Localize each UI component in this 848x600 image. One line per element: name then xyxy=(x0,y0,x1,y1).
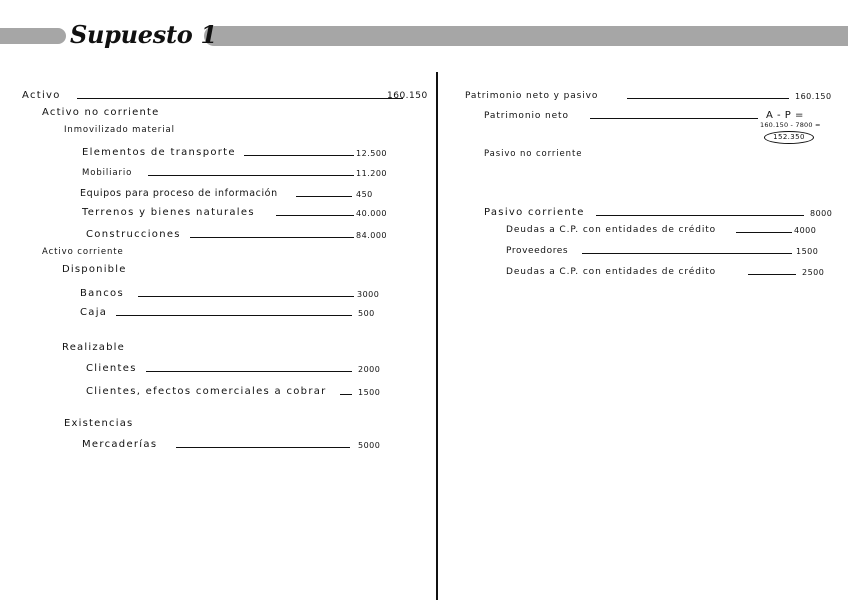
item-value: 450 xyxy=(356,190,373,199)
item-label: Proveedores xyxy=(506,246,569,256)
item-value: 2000 xyxy=(358,365,381,374)
item-label: Bancos xyxy=(80,288,124,299)
leader-line xyxy=(176,447,350,448)
leader-line xyxy=(582,253,792,254)
item-value: 1500 xyxy=(358,388,381,397)
leader-line xyxy=(276,215,354,216)
list-item xyxy=(82,205,402,219)
list-item xyxy=(86,361,406,375)
item-value: 2500 xyxy=(802,268,825,277)
list-item xyxy=(82,165,402,179)
item-value: 40.000 xyxy=(356,209,387,218)
inmovilizado-heading: Inmovilizado material xyxy=(64,125,175,135)
leader-line xyxy=(590,118,758,119)
patrimonio-neto-row xyxy=(484,108,844,122)
pasivo-corriente-label: Pasivo corriente xyxy=(484,207,585,218)
patrimonio-neto-calc: 160.150 - 7800 = xyxy=(760,121,821,129)
title-banner xyxy=(0,22,848,52)
leader-line xyxy=(77,98,403,99)
realizable-heading: Realizable xyxy=(62,342,125,353)
existencias-heading: Existencias xyxy=(64,418,134,429)
list-item xyxy=(86,384,406,398)
list-item xyxy=(80,186,400,200)
item-label: Mobiliario xyxy=(82,168,133,178)
leader-line xyxy=(748,274,796,275)
list-item xyxy=(82,145,402,159)
banner-bar-left xyxy=(0,28,66,44)
leader-line xyxy=(148,175,354,176)
list-item xyxy=(82,437,402,451)
activo-no-corriente-heading: Activo no corriente xyxy=(42,107,160,118)
leader-line xyxy=(296,196,352,197)
item-value: 500 xyxy=(358,309,375,318)
patrimonio-neto-label: Patrimonio neto xyxy=(484,111,569,121)
item-label: Clientes, efectos comerciales a cobrar xyxy=(86,386,327,397)
item-label: Construcciones xyxy=(86,229,181,240)
leader-line xyxy=(244,155,354,156)
list-item xyxy=(506,222,846,236)
patrimonio-neto-result: 152.350 xyxy=(764,131,814,144)
item-label: Clientes xyxy=(86,363,137,374)
activo-row xyxy=(22,88,428,102)
item-value: 3000 xyxy=(357,290,380,299)
item-value: 12.500 xyxy=(356,149,387,158)
column-divider xyxy=(436,72,438,600)
activo-total: 160.150 xyxy=(387,91,428,101)
leader-line xyxy=(596,215,804,216)
item-value: 5000 xyxy=(358,441,381,450)
item-value: 1500 xyxy=(796,247,819,256)
item-label: Deudas a C.P. con entidades de crédito xyxy=(506,225,717,235)
item-value: 4000 xyxy=(794,226,817,235)
item-value: 11.200 xyxy=(356,169,387,178)
patrimonio-pasivo-label: Patrimonio neto y pasivo xyxy=(465,91,599,101)
activo-corriente-heading: Activo corriente xyxy=(42,247,124,257)
disponible-heading: Disponible xyxy=(62,264,127,275)
leader-line xyxy=(146,371,352,372)
item-label: Elementos de transporte xyxy=(82,147,236,158)
leader-line xyxy=(138,296,354,297)
leader-line xyxy=(116,315,352,316)
leader-line xyxy=(736,232,792,233)
list-item xyxy=(80,286,400,300)
patrimonio-neto-formula: A - P = xyxy=(766,110,804,121)
leader-line xyxy=(340,394,352,395)
item-label: Mercaderías xyxy=(82,439,158,450)
leader-line xyxy=(190,237,354,238)
banner-bar-right xyxy=(204,26,848,46)
item-label: Equipos para proceso de información xyxy=(80,188,278,199)
leader-line xyxy=(627,98,789,99)
item-value: 84.000 xyxy=(356,231,387,240)
pasivo-no-corriente-heading: Pasivo no corriente xyxy=(484,149,583,159)
item-label: Caja xyxy=(80,307,108,318)
list-item xyxy=(80,305,400,319)
list-item xyxy=(86,227,406,241)
page-title: Supuesto 1 xyxy=(70,20,217,49)
item-label: Deudas a C.P. con entidades de crédito xyxy=(506,267,717,277)
list-item xyxy=(506,264,846,278)
pasivo-corriente-value: 8000 xyxy=(810,209,833,218)
pasivo-corriente-row xyxy=(484,205,844,219)
list-item xyxy=(506,243,846,257)
patrimonio-pasivo-row xyxy=(465,88,845,102)
activo-label: Activo xyxy=(22,90,61,101)
item-label: Terrenos y bienes naturales xyxy=(82,207,255,218)
patrimonio-pasivo-total: 160.150 xyxy=(795,92,832,101)
